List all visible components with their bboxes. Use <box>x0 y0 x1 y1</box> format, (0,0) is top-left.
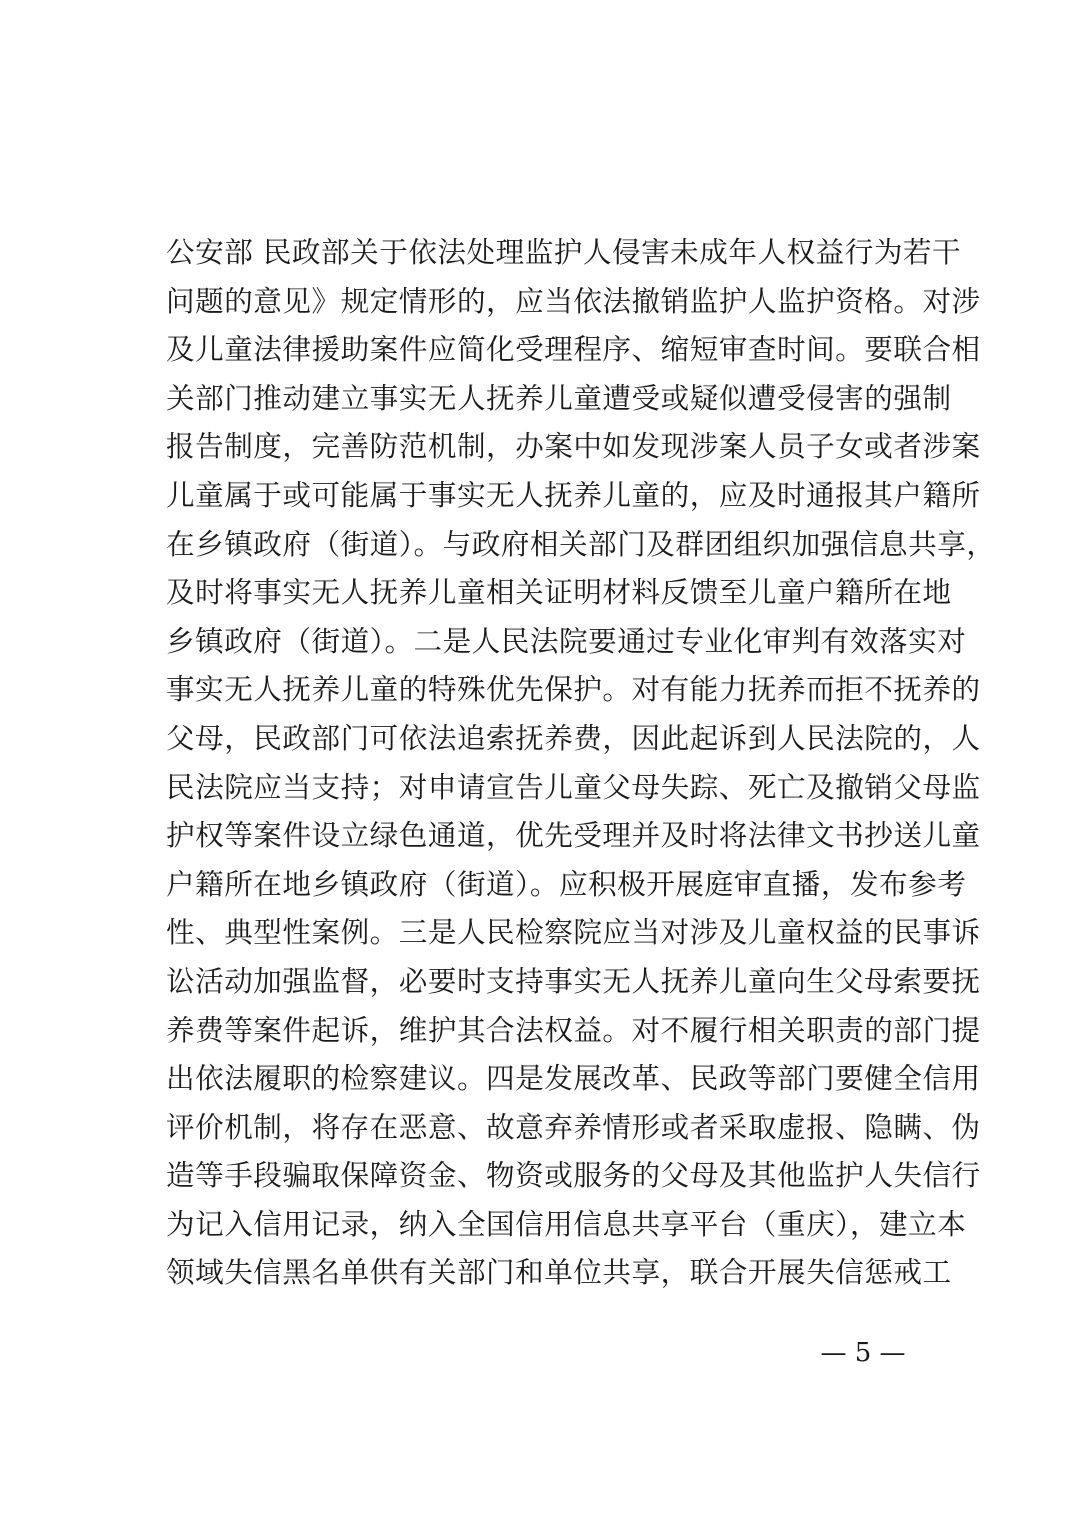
text-line: 事实无人抚养儿童的特殊优先保护。对有能力抚养而拒不抚养的 <box>166 672 981 707</box>
text-line: 民法院应当支持；对申请宣告儿童父母失踪、死亡及撤销父母监 <box>166 769 981 804</box>
text-line: 护权等案件设立绿色通道，优先受理并及时将法律文书抄送儿童 <box>166 818 981 853</box>
text-line: 性、典型性案例。三是人民检察院应当对涉及儿童权益的民事诉 <box>166 915 981 950</box>
text-line: 乡镇政府（街道）。二是人民法院要通过专业化审判有效落实对 <box>166 623 967 658</box>
text-line: 及儿童法律援助案件应简化受理程序、缩短审查时间。要联合相 <box>166 332 981 367</box>
text-line: 造等手段骗取保障资金、物资或服务的父母及其他监护人失信行 <box>166 1158 981 1193</box>
text-line: 养费等案件起诉，维护其合法权益。对不履行相关职责的部门提 <box>166 1012 981 1047</box>
text-line: 户籍所在地乡镇政府（街道）。应积极开展庭审直播，发布参考 <box>166 866 967 901</box>
text-line: 儿童属于或可能属于事实无人抚养儿童的，应及时通报其户籍所 <box>166 477 981 512</box>
text-line: 评价机制，将存在恶意、故意弃养情形或者采取虚报、隐瞒、伪 <box>166 1109 981 1144</box>
text-line: 为记入信用记录，纳入全国信用信息共享平台（重庆），建立本 <box>166 1206 967 1241</box>
text-line: 公安部 民政部关于依法处理监护人侵害未成年人权益行为若干 <box>166 235 962 269</box>
page-number: — 5 — <box>820 1338 906 1368</box>
text-line: 问题的意见》规定情形的，应当依法撤销监护人监护资格。对涉 <box>166 283 981 318</box>
text-line: 关部门推动建立事实无人抚养儿童遭受或疑似遭受侵害的强制 <box>166 380 952 415</box>
text-line: 领域失信黑名单供有关部门和单位共享，联合开展失信惩戒工 <box>166 1255 952 1290</box>
text-line: 报告制度，完善防范机制，办案中如发现涉案人员子女或者涉案 <box>166 429 981 464</box>
text-line: 出依法履职的检察建议。四是发展改革、民政等部门要健全信用 <box>166 1061 981 1096</box>
body-text <box>166 228 996 1297</box>
text-line: 父母，民政部门可依法追索抚养费，因此起诉到人民法院的，人 <box>166 720 981 755</box>
text-line: 在乡镇政府（街道）。与政府相关部门及群团组织加强信息共享， <box>166 526 996 561</box>
text-line: 讼活动加强监督，必要时支持事实无人抚养儿童向生父母索要抚 <box>166 963 981 998</box>
text-line: 及时将事实无人抚养儿童相关证明材料反馈至儿童户籍所在地 <box>166 575 952 610</box>
